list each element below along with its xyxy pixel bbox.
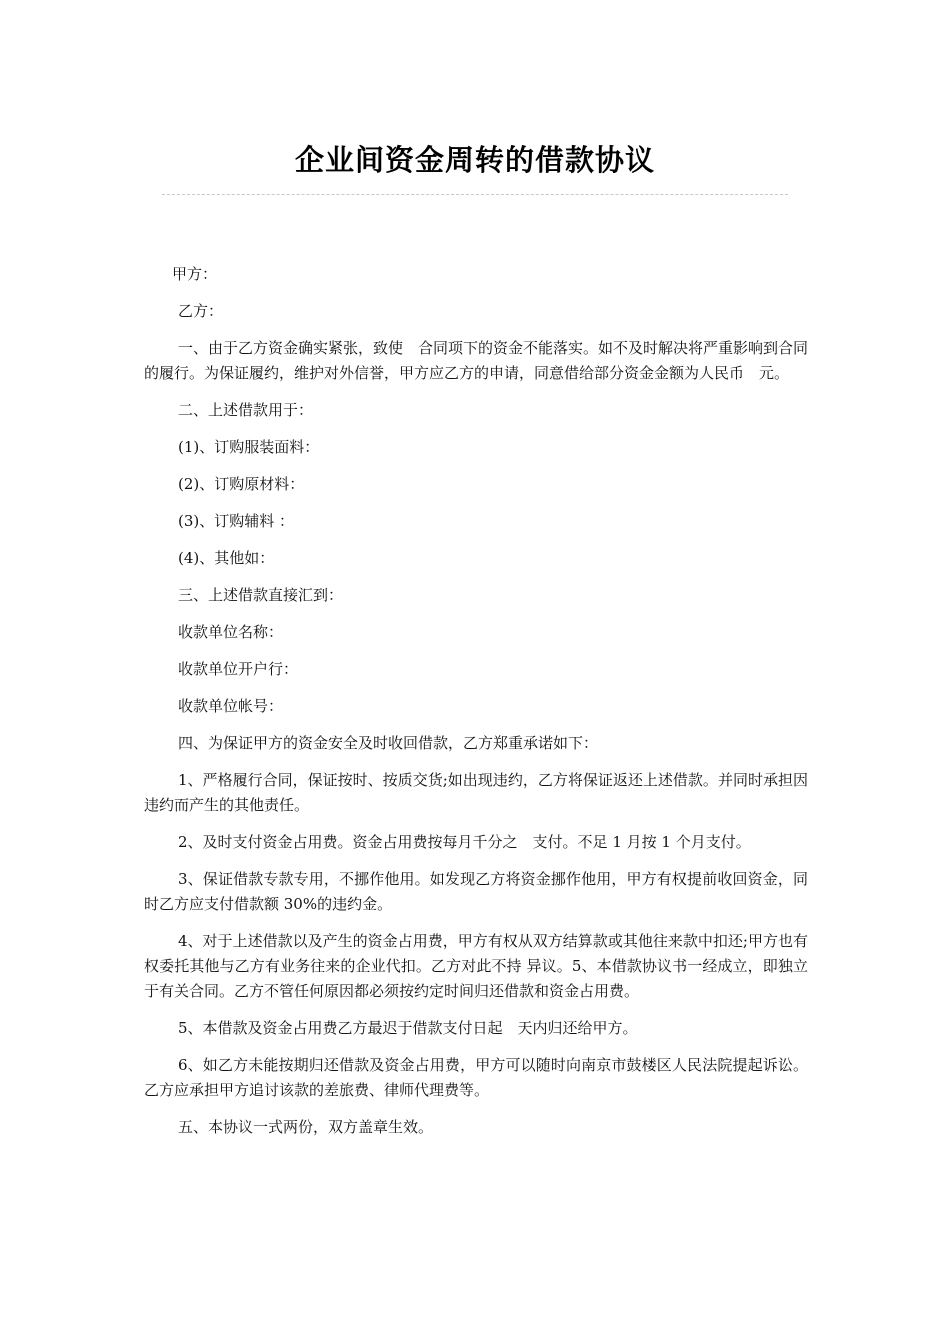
promise-4: 4、对于上述借款以及产生的资金占用费，甲方有权从双方结算款或其他往来款中扣还;甲方也有权委托其他与乙方有业务往来的企业代扣。乙方对此不持 异议。5、本借款协议书一经成立，即独立于有关合同。乙方不管任何原因都必须按约定时间归还借款和资金占用费。 xyxy=(144,932,808,1000)
promise-5: 5、本借款及资金占用费乙方最迟于借款支付日起 天内归还给甲方。 xyxy=(178,1019,638,1037)
clause-1: 一、由于乙方资金确实紧张，致使 合同项下的资金不能落实。如不及时解决将严重影响到合同的履行。为保证履约，维护对外信誉，甲方应乙方的申请，同意借给部分资金金额为人民币 元。 xyxy=(144,339,809,382)
clause-5: 五、本协议一式两份，双方盖章生效。 xyxy=(178,1118,434,1136)
promise-2: 2、及时支付资金占用费。资金占用费按每月千分之 支付。不足 1 月按 1 个月支付。 xyxy=(178,833,751,851)
clause-3-heading: 三、上述借款直接汇到： xyxy=(178,586,344,604)
use-item-1: (1)、订购服装面料： xyxy=(178,438,320,456)
payee-name-line: 收款单位名称： xyxy=(178,623,284,641)
promise-6: 6、如乙方未能按期归还借款及资金占用费，甲方可以随时向南京市鼓楼区人民法院提起诉讼。乙方应承担甲方追讨该款的差旅费、律师代理费等。 xyxy=(144,1056,808,1099)
clause-2-heading: 二、上述借款用于： xyxy=(178,401,314,419)
title-divider xyxy=(162,194,788,195)
use-item-2: (2)、订购原材料： xyxy=(178,475,305,493)
payee-bank-line: 收款单位开户行： xyxy=(178,660,299,678)
payee-account-line: 收款单位帐号： xyxy=(178,697,284,715)
promise-1: 1、严格履行合同，保证按时、按质交货;如出现违约，乙方将保证返还上述借款。并同时承担因违约而产生的其他责任。 xyxy=(144,771,808,814)
party-a-line: 甲方： xyxy=(172,265,218,283)
use-item-3: (3)、订购辅料 ： xyxy=(178,512,295,530)
document-title: 企业间资金周转的借款协议 xyxy=(294,143,655,177)
party-b-line: 乙方： xyxy=(178,302,224,320)
document-body xyxy=(144,262,808,1152)
use-item-4: (4)、其他如： xyxy=(178,549,275,567)
promise-3: 3、保证借款专款专用，不挪作他用。如发现乙方将资金挪作他用，甲方有权提前收回资金，同时乙方应支付借款额 30%的违约金。 xyxy=(144,870,808,913)
clause-4-heading: 四、为保证甲方的资金安全及时收回借款，乙方郑重承诺如下： xyxy=(178,734,599,752)
